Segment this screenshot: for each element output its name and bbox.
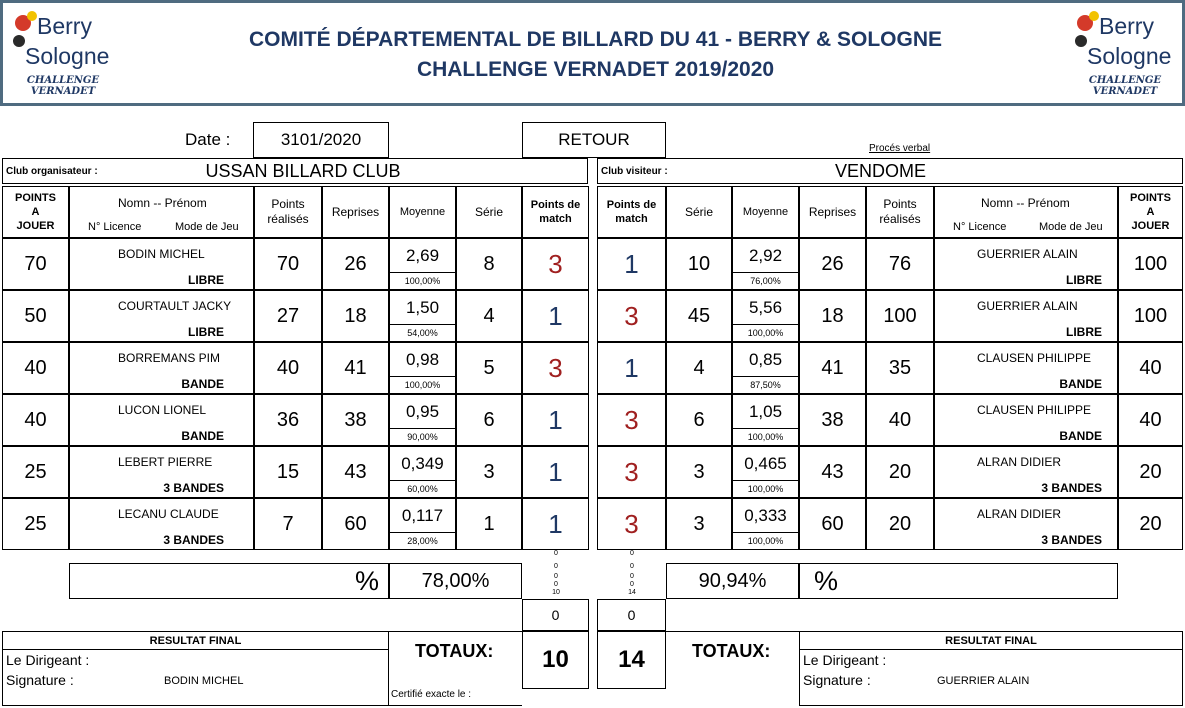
home-moyenne-cell <box>389 394 456 446</box>
home-signer-name: BODIN MICHEL <box>164 675 244 687</box>
away-reprises: 41 <box>799 342 866 394</box>
home-points-a-jouer: 25 <box>2 446 69 498</box>
away-points-realises: 40 <box>866 394 934 446</box>
away-pct: 100,00% <box>747 535 784 546</box>
home-moyenne: 1,50 <box>390 291 455 325</box>
home-reprises: 41 <box>322 342 389 394</box>
home-serie: 4 <box>456 290 522 342</box>
away-moyenne: 2,92 <box>733 239 798 273</box>
title-line-2: CHALLENGE VERNADET 2019/2020 <box>416 58 775 81</box>
home-pct: 54,00% <box>407 327 438 338</box>
home-pct-value: 78,00% <box>389 563 522 599</box>
away-points-match: 1 <box>597 342 666 394</box>
page-header <box>0 0 1185 106</box>
home-points-a-jouer: 25 <box>2 498 69 550</box>
home-moyenne: 0,98 <box>390 343 455 377</box>
away-dirigeant-label: Le Dirigeant : <box>803 652 887 668</box>
away-moyenne-cell <box>732 290 799 342</box>
away-small-3: 0 <box>630 581 634 588</box>
away-reprises: 26 <box>799 238 866 290</box>
home-reprises: 60 <box>322 498 389 550</box>
home-player-name: COURTAULT JACKY <box>118 299 232 313</box>
home-pct: 60,00% <box>407 483 438 494</box>
home-player-cell <box>69 238 254 290</box>
home-signature-label: Signature : <box>6 672 74 688</box>
col-nom-home: Nomn -- Prénom N° Licence Mode de Jeu <box>69 186 254 238</box>
away-points-a-jouer: 100 <box>1118 290 1183 342</box>
home-serie: 6 <box>456 394 522 446</box>
col-points-match-home: Points de match <box>522 186 589 238</box>
home-points-match: 1 <box>522 290 589 342</box>
home-points-a-jouer: 40 <box>2 394 69 446</box>
away-game-mode: LIBRE <box>1066 273 1102 287</box>
home-small-4: 10 <box>552 589 560 596</box>
away-moyenne-cell <box>732 498 799 550</box>
away-points-match: 1 <box>597 238 666 290</box>
away-points-a-jouer: 100 <box>1118 238 1183 290</box>
home-moyenne: 0,117 <box>390 499 455 533</box>
away-player-name: GUERRIER ALAIN <box>977 299 1078 313</box>
home-player-name: BODIN MICHEL <box>118 247 205 261</box>
col-points-match-away: Points de match <box>597 186 666 238</box>
away-game-mode: 3 BANDES <box>1041 533 1102 547</box>
away-game-mode: LIBRE <box>1066 325 1102 339</box>
proces-verbal-link: Procés verbal <box>869 143 931 154</box>
col-serie-home: Série <box>456 186 522 238</box>
away-serie: 6 <box>666 394 732 446</box>
away-points-realises: 35 <box>866 342 934 394</box>
col-moyenne-away: Moyenne <box>732 186 799 238</box>
away-points-realises: 20 <box>866 498 934 550</box>
home-small-2: 0 <box>554 573 558 580</box>
away-player-name: CLAUSEN PHILIPPE <box>977 403 1092 417</box>
home-player-name: BORREMANS PIM <box>118 351 221 365</box>
home-moyenne-cell <box>389 498 456 550</box>
col-nom-away: Nomn -- Prénom N° Licence Mode de Jeu <box>934 186 1118 238</box>
home-player-cell <box>69 342 254 394</box>
away-points-realises: 100 <box>866 290 934 342</box>
away-pct-value: 90,94% <box>666 563 799 599</box>
home-moyenne: 2,69 <box>390 239 455 273</box>
away-moyenne: 0,333 <box>733 499 798 533</box>
home-pct: 90,00% <box>407 431 438 442</box>
visitor-club-name: VENDOME <box>834 161 926 181</box>
away-game-mode: BANDE <box>1059 429 1102 443</box>
away-points-match: 3 <box>597 394 666 446</box>
away-small-1: 0 <box>630 563 634 570</box>
away-reprises: 18 <box>799 290 866 342</box>
home-small-3: 0 <box>554 581 558 588</box>
away-totaux-label: TOTAUX: <box>692 641 771 661</box>
home-player-name: LECANU CLAUDE <box>118 507 219 521</box>
away-points-match: 3 <box>597 498 666 550</box>
home-points-realises: 15 <box>254 446 322 498</box>
home-reprises: 38 <box>322 394 389 446</box>
col-moyenne-home: Moyenne <box>389 186 456 238</box>
away-moyenne-cell <box>732 342 799 394</box>
away-moyenne: 0,465 <box>733 447 798 481</box>
away-small-0: 0 <box>630 550 634 557</box>
home-dirigeant-label: Le Dirigeant : <box>6 652 90 668</box>
away-moyenne: 0,85 <box>733 343 798 377</box>
home-moyenne-cell <box>389 342 456 394</box>
home-points-a-jouer: 70 <box>2 238 69 290</box>
home-player-cell <box>69 290 254 342</box>
home-player-name: LUCON LIONEL <box>118 403 207 417</box>
host-club-bar <box>2 158 588 184</box>
away-player-cell <box>934 446 1118 498</box>
away-player-cell <box>934 342 1118 394</box>
away-signature-label: Signature : <box>803 672 871 688</box>
host-club-label: Club organisateur : <box>6 166 98 177</box>
home-small-1: 0 <box>554 563 558 570</box>
home-game-mode: 3 BANDES <box>163 481 224 495</box>
away-game-mode: BANDE <box>1059 377 1102 391</box>
home-totaux-label: TOTAUX: <box>415 641 494 661</box>
col-points-a-jouer-home: POINTS A JOUER <box>2 186 69 238</box>
away-moyenne-cell <box>732 394 799 446</box>
berry-sologne-logo-left: Berry Sologne CHALLENGE VERNADET <box>7 5 117 103</box>
home-totaux-box <box>389 631 522 706</box>
away-points-a-jouer: 40 <box>1118 342 1183 394</box>
away-player-name: GUERRIER ALAIN <box>977 247 1078 261</box>
away-moyenne: 5,56 <box>733 291 798 325</box>
away-pct-symbol: % <box>814 566 839 596</box>
away-pct: 87,50% <box>750 379 781 390</box>
home-points-realises: 27 <box>254 290 322 342</box>
away-player-name: ALRAN DIDIER <box>977 507 1062 521</box>
away-serie: 4 <box>666 342 732 394</box>
home-zero-cell: 0 <box>522 599 589 631</box>
home-points-a-jouer: 40 <box>2 342 69 394</box>
home-moyenne-cell <box>389 446 456 498</box>
away-pct-box <box>799 563 1118 599</box>
home-points-realises: 7 <box>254 498 322 550</box>
home-pct: 28,00% <box>407 535 438 546</box>
home-player-cell <box>69 498 254 550</box>
berry-sologne-logo-right: Berry Sologne CHALLENGE VERNADET <box>1069 5 1179 103</box>
away-small-2: 0 <box>630 573 634 580</box>
col-reprises-away: Reprises <box>799 186 866 238</box>
col-points-realises-home: Points réalisés <box>254 186 322 238</box>
home-points-realises: 40 <box>254 342 322 394</box>
home-pct-box <box>69 563 389 599</box>
home-result-box <box>2 631 389 706</box>
home-pct: 100,00% <box>404 379 441 390</box>
away-points-realises: 76 <box>866 238 934 290</box>
home-points-realises: 36 <box>254 394 322 446</box>
away-player-name: ALRAN DIDIER <box>977 455 1062 469</box>
away-pct: 76,00% <box>750 275 781 286</box>
home-game-mode: BANDE <box>181 429 224 443</box>
home-small-0: 0 <box>554 550 558 557</box>
away-game-mode: 3 BANDES <box>1041 481 1102 495</box>
home-pct-symbol: % <box>355 566 380 596</box>
home-game-mode: LIBRE <box>188 273 224 287</box>
home-player-name: LEBERT PIERRE <box>118 455 213 469</box>
away-zero-cell: 0 <box>597 599 666 631</box>
home-reprises: 26 <box>322 238 389 290</box>
away-reprises: 60 <box>799 498 866 550</box>
away-signer-name: GUERRIER ALAIN <box>937 675 1030 687</box>
home-result-title: RESULTAT FINAL <box>149 635 242 647</box>
home-moyenne-cell <box>389 290 456 342</box>
home-points-match: 1 <box>522 446 589 498</box>
certifie-label: Certifié exacte le : <box>391 689 472 700</box>
col-points-a-jouer-away: POINTS A JOUER <box>1118 186 1183 238</box>
home-pct: 100,00% <box>404 275 441 286</box>
away-reprises: 43 <box>799 446 866 498</box>
home-serie: 1 <box>456 498 522 550</box>
away-pct: 100,00% <box>747 327 784 338</box>
away-result-box <box>799 631 1183 706</box>
col-points-realises-away: Points réalisés <box>866 186 934 238</box>
away-pct: 100,00% <box>747 431 784 442</box>
home-moyenne-cell <box>389 238 456 290</box>
away-player-cell <box>934 238 1118 290</box>
away-points-a-jouer: 20 <box>1118 498 1183 550</box>
host-club-name: USSAN BILLARD CLUB <box>205 161 401 181</box>
away-serie: 10 <box>666 238 732 290</box>
home-game-mode: BANDE <box>181 377 224 391</box>
home-player-cell <box>69 446 254 498</box>
home-serie: 5 <box>456 342 522 394</box>
away-points-realises: 20 <box>866 446 934 498</box>
away-player-name: CLAUSEN PHILIPPE <box>977 351 1092 365</box>
away-points-match: 3 <box>597 446 666 498</box>
home-game-mode: 3 BANDES <box>163 533 224 547</box>
away-points-a-jouer: 20 <box>1118 446 1183 498</box>
col-serie-away: Série <box>666 186 732 238</box>
home-points-match: 3 <box>522 342 589 394</box>
visitor-club-bar <box>597 158 1183 184</box>
away-moyenne-cell <box>732 238 799 290</box>
away-reprises: 38 <box>799 394 866 446</box>
visitor-club-label: Club visiteur : <box>601 166 668 177</box>
away-moyenne-cell <box>732 446 799 498</box>
away-serie: 3 <box>666 446 732 498</box>
home-total-value: 10 <box>522 631 589 689</box>
page-title <box>153 25 1038 85</box>
col-reprises-home: Reprises <box>322 186 389 238</box>
away-result-title: RESULTAT FINAL <box>945 635 1037 647</box>
away-totaux-box <box>666 631 799 706</box>
away-serie: 3 <box>666 498 732 550</box>
home-reprises: 18 <box>322 290 389 342</box>
home-serie: 8 <box>456 238 522 290</box>
away-small-4: 14 <box>628 589 636 596</box>
away-points-match: 3 <box>597 290 666 342</box>
away-moyenne: 1,05 <box>733 395 798 429</box>
leg-indicator: RETOUR <box>522 122 666 158</box>
home-game-mode: LIBRE <box>188 325 224 339</box>
away-player-cell <box>934 290 1118 342</box>
home-points-match: 1 <box>522 394 589 446</box>
home-serie: 3 <box>456 446 522 498</box>
home-points-realises: 70 <box>254 238 322 290</box>
away-total-value: 14 <box>597 631 666 689</box>
home-moyenne: 0,349 <box>390 447 455 481</box>
home-moyenne: 0,95 <box>390 395 455 429</box>
home-points-match: 1 <box>522 498 589 550</box>
date-label: Date : <box>185 130 231 149</box>
away-player-cell <box>934 394 1118 446</box>
away-player-cell <box>934 498 1118 550</box>
home-points-match: 3 <box>522 238 589 290</box>
date-value: 3101/2020 <box>253 122 389 158</box>
home-points-a-jouer: 50 <box>2 290 69 342</box>
home-reprises: 43 <box>322 446 389 498</box>
away-pct: 100,00% <box>747 483 784 494</box>
away-points-a-jouer: 40 <box>1118 394 1183 446</box>
home-player-cell <box>69 394 254 446</box>
title-line-1: COMITÉ DÉPARTEMENTAL DE BILLARD DU 41 - BERRY & SOLOGNE <box>248 28 943 51</box>
away-serie: 45 <box>666 290 732 342</box>
